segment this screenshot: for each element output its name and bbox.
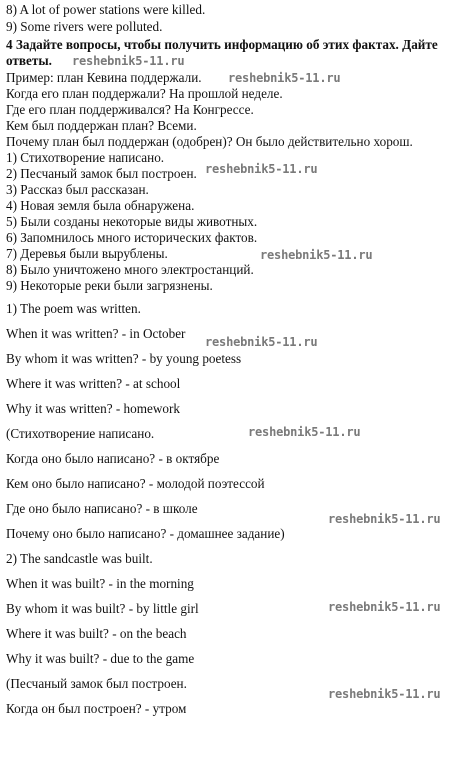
watermark: reshebnik5-11.ru bbox=[328, 687, 441, 701]
answer-line: By whom it was built? - by little girl bbox=[6, 601, 199, 616]
answer-line: 1) The poem was written. bbox=[6, 301, 141, 316]
watermark: reshebnik5-11.ru bbox=[328, 512, 441, 526]
answer-line: Where it was built? - on the beach bbox=[6, 626, 187, 641]
watermark: reshebnik5-11.ru bbox=[205, 162, 318, 176]
answer-line: Когда оно было написано? - в октябре bbox=[6, 451, 220, 466]
fact-item: 1) Стихотворение написано. bbox=[6, 150, 165, 165]
text-line: 9) Some rivers were polluted. bbox=[6, 19, 163, 34]
answer-line: (Песчаный замок был построен. bbox=[6, 676, 187, 691]
text-line: 8) A lot of power stations were killed. bbox=[6, 2, 206, 17]
answer-line: 2) The sandcastle was built. bbox=[6, 551, 153, 566]
answer-line: Where it was written? - at school bbox=[6, 376, 181, 391]
answer-line: By whom it was written? - by young poetess bbox=[6, 351, 242, 366]
fact-item: 6) Запомнилось много исторических фактов. bbox=[6, 230, 258, 245]
watermark: reshebnik5-11.ru bbox=[205, 335, 318, 349]
answer-line: Почему оно было написано? - домашнее задание) bbox=[6, 526, 285, 541]
watermark: reshebnik5-11.ru bbox=[228, 71, 341, 85]
answer-line: Когда он был построен? - утром bbox=[6, 701, 187, 716]
watermark: reshebnik5-11.ru bbox=[260, 248, 373, 262]
watermark: reshebnik5-11.ru bbox=[328, 600, 441, 614]
fact-item: 7) Деревья были вырублены. bbox=[6, 246, 168, 261]
answer-line: Кем оно было написано? - молодой поэтессой bbox=[6, 476, 265, 491]
fact-item: 8) Было уничтожено много электростанций. bbox=[6, 262, 254, 277]
task-title: 4 Задайте вопросы, чтобы получить информацию об этих фактах. Дайте bbox=[6, 37, 438, 52]
fact-item: 4) Новая земля была обнаружена. bbox=[6, 198, 195, 213]
watermark: reshebnik5-11.ru bbox=[248, 425, 361, 439]
watermark: reshebnik5-11.ru bbox=[72, 54, 185, 68]
example-line: Почему план был поддержан (одобрен)? Он было действительно хорош. bbox=[6, 134, 413, 149]
task-title-continued: ответы. bbox=[6, 53, 52, 68]
fact-item: 5) Были созданы некоторые виды животных. bbox=[6, 214, 258, 229]
answer-line: When it was written? - in October bbox=[6, 326, 186, 341]
example-line: Когда его план поддержали? На прошлой неделе. bbox=[6, 86, 283, 101]
answer-line: Why it was written? - homework bbox=[6, 401, 180, 416]
answer-line: (Стихотворение написано. bbox=[6, 426, 155, 441]
example-line: Кем был поддержан план? Всеми. bbox=[6, 118, 197, 133]
answer-line: Why it was built? - due to the game bbox=[6, 651, 195, 666]
fact-item: 3) Рассказ был рассказан. bbox=[6, 182, 149, 197]
fact-item: 2) Песчаный замок был построен. bbox=[6, 166, 197, 181]
answer-line: When it was built? - in the morning bbox=[6, 576, 194, 591]
fact-item: 9) Некоторые реки были загрязнены. bbox=[6, 278, 213, 293]
answer-line: Где оно было написано? - в школе bbox=[6, 501, 198, 516]
example-line: Где его план поддерживался? На Конгрессе. bbox=[6, 102, 254, 117]
example-line: Пример: план Кевина поддержали. bbox=[6, 70, 202, 85]
